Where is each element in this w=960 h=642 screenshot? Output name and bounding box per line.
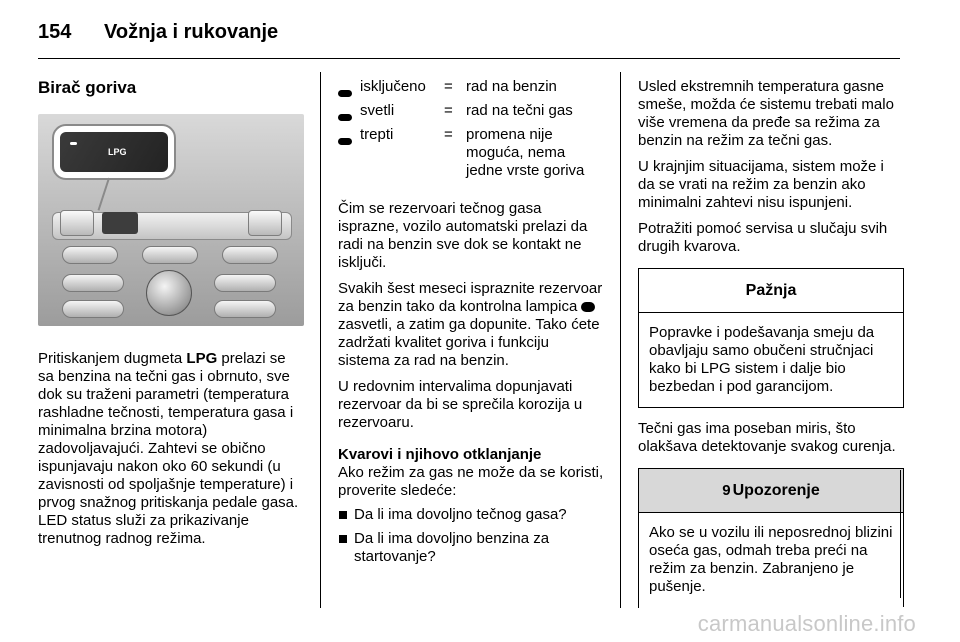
- panel-button: [214, 300, 276, 318]
- warning-left-edge: [638, 470, 639, 608]
- bullet-text: Da li ima dovoljno benzina za startovanje?: [354, 530, 550, 565]
- body-text: Pritiskanjem dugmeta: [38, 350, 187, 367]
- led-lamp-icon: [338, 90, 352, 97]
- page-title: Vožnja i rukovanje: [104, 21, 279, 43]
- led-lamp-icon: [338, 138, 352, 145]
- para-auto-switch: Čim se rezervoari tečnog gasa isprazne, vozilo automatski prelazi da radi na benzin sve dok se kontakt ne isključi.: [338, 200, 588, 271]
- led-meaning: promena nije moguća, nema jedne vrste goriva: [466, 126, 585, 179]
- control-knob: [146, 270, 192, 316]
- faults-heading: Kvarovi i njihovo otklanjanje: [338, 446, 542, 463]
- dashboard-photo: [38, 114, 304, 326]
- warning-box: [638, 468, 904, 607]
- bullet-icon: [339, 535, 347, 543]
- column-divider-1: [320, 72, 321, 608]
- lpg-button-label: LPG: [108, 147, 127, 157]
- led-indicator: [70, 142, 77, 145]
- para-service: Potražiti pomoć servisa u slučaju svih drugih kvarova.: [638, 220, 888, 255]
- lpg-bold: LPG: [186, 350, 218, 367]
- warning-title: Upozorenje: [732, 482, 820, 499]
- equals: =: [444, 78, 453, 95]
- warning-icon: 9: [722, 482, 731, 499]
- lpg-button-closeup: [60, 132, 168, 172]
- notice-box: [638, 268, 904, 408]
- column-divider-2: [620, 72, 621, 608]
- para-corrosion: U redovnim intervalima dopunjavati rezervoar da bi se sprečila korozija u rezervoaru.: [338, 378, 583, 431]
- watermark: carmanualsonline.info: [697, 611, 916, 636]
- panel-button: [60, 210, 94, 236]
- led-state: svetli: [360, 102, 395, 119]
- column-3: [638, 78, 904, 607]
- led-state-list: [338, 78, 604, 180]
- list-item: [338, 506, 604, 524]
- para-six-months: [338, 280, 604, 370]
- led-state: trepti: [360, 126, 394, 143]
- lpg-button-callout: [52, 124, 176, 180]
- led-state: isključeno: [360, 78, 426, 95]
- list-item: [338, 530, 604, 566]
- warning-body: Ako se u vozilu ili neposrednoj blizini oseća gas, odmah treba preći na režim za benzin. Zabranjeno je pušenje.: [649, 524, 893, 595]
- page-number: 154: [38, 21, 72, 43]
- panel-button: [248, 210, 282, 236]
- led-meaning: rad na benzin: [466, 78, 557, 95]
- panel-button: [62, 246, 118, 264]
- equals: =: [444, 102, 453, 119]
- column-1: [38, 70, 304, 548]
- led-state-row: [338, 126, 604, 180]
- para-smell: Tečni gas ima poseban miris, što olakšava detektovanje svakog curenja.: [638, 420, 896, 455]
- panel-button: [222, 246, 278, 264]
- warning-header: [639, 469, 903, 513]
- warning-right-edge: [900, 470, 901, 598]
- callout-pointer: [98, 178, 110, 211]
- panel-button: [62, 300, 124, 318]
- led-lamp-icon: [338, 114, 352, 121]
- lpg-button: [102, 212, 138, 234]
- led-state-row: [338, 78, 604, 102]
- panel-button: [62, 274, 124, 292]
- bullet-text: Da li ima dovoljno tečnog gasa?: [354, 506, 567, 523]
- lpg-description: [38, 350, 304, 548]
- panel-button: [214, 274, 276, 292]
- fuel-lamp-icon: [581, 302, 595, 312]
- body-text: zasvetli, a zatim ga dopunite. Tako ćete zadržati kvalitet goriva i funkciju sistema za rad na benzin.: [338, 316, 600, 369]
- header-rule: [38, 58, 900, 59]
- body-text: prelazi se sa benzina na tečni gas i obrnuto, sve dok su traženi parametri (temperatura rashladne tečnosti, temperatura gasa i minimalna brzina motora) zadovoljavajući. Zahtevi se obično ispunjavaju nakon oko 60 sekundi (u zavisnosti od spoljašnje temperature) i prvog snažnog pritiskanja pedale gasa. LED status služi za prikazivanje trenutnog radnog režima.: [38, 350, 299, 547]
- column-2: [338, 78, 604, 566]
- para-fallback: U krajnjim situacijama, sistem može i da se vrati na režim za benzin ako minimalni zahtevi nisu ispunjeni.: [638, 158, 884, 211]
- led-state-row: [338, 102, 604, 126]
- notice-body: Popravke i podešavanja smeju da obavljaju samo obučeni stručnjaci kako bi LPG sistem i dalje bio bezbedan i pod garancijom.: [649, 324, 875, 395]
- notice-title: Pažnja: [639, 269, 903, 313]
- led-meaning: rad na tečni gas: [466, 102, 573, 119]
- equals: =: [444, 126, 453, 143]
- para-temperature: Usled ekstremnih temperatura gasne smeše, možda će sistemu trebati malo više vremena da pređe sa režima za benzin na režim za tečni gas.: [638, 78, 894, 149]
- body-text: Svakih šest meseci ispraznite rezervoar za benzin tako da kontrolna lampica: [338, 280, 603, 315]
- panel-button: [142, 246, 198, 264]
- para-check: Ako režim za gas ne može da se koristi, proverite sledeće:: [338, 464, 604, 499]
- section-title: Birač goriva: [38, 78, 137, 97]
- page-header: [38, 20, 278, 44]
- bullet-icon: [339, 511, 347, 519]
